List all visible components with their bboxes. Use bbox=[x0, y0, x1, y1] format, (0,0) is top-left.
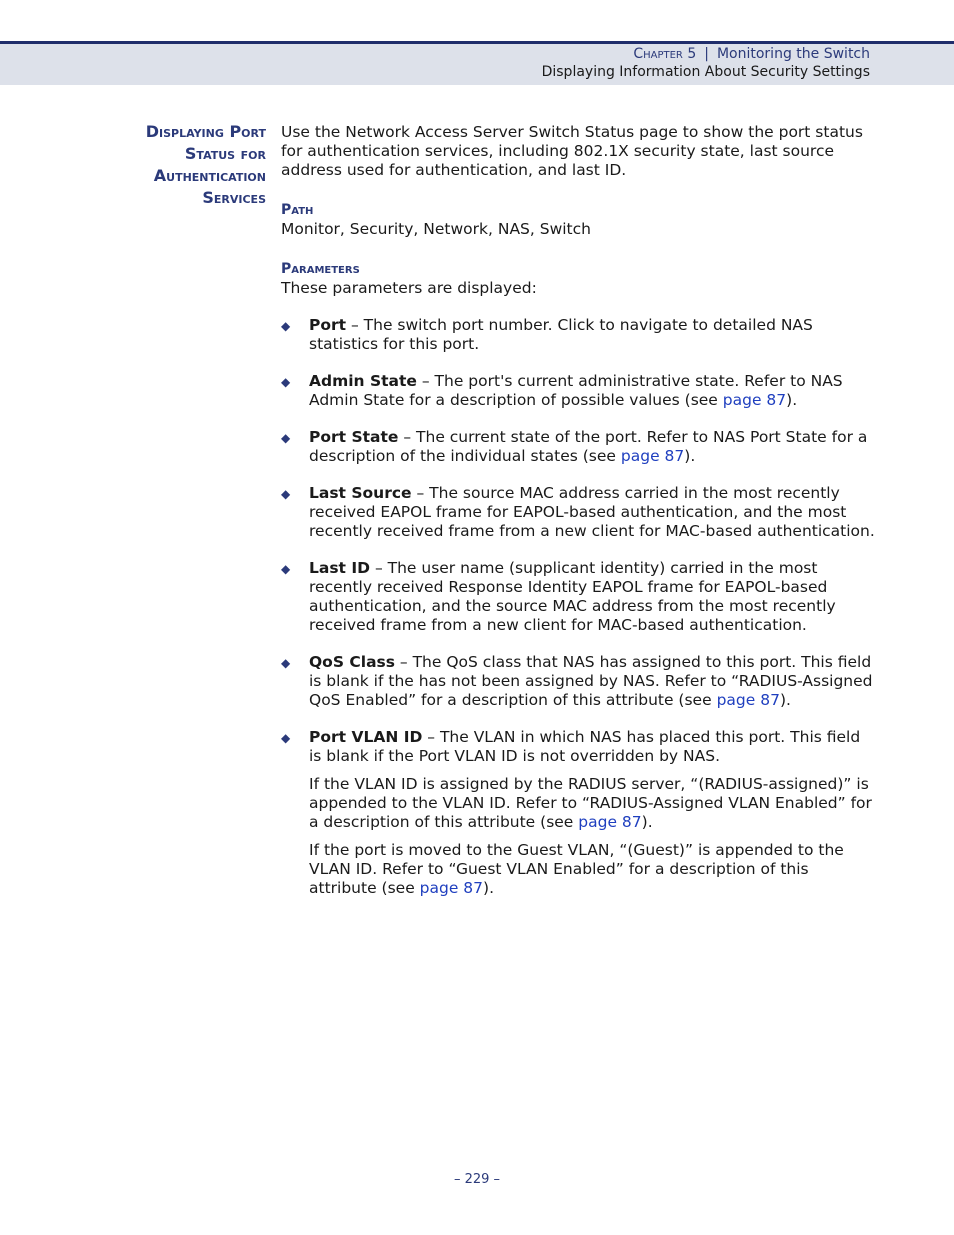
diamond-bullet-icon: ◆ bbox=[281, 319, 291, 333]
page-link[interactable]: page 87 bbox=[419, 879, 484, 897]
param-tail: ). bbox=[684, 447, 696, 465]
intro-paragraph: Use the Network Access Server Switch Status page to show the port status for authentication services, including 802.1X security state, last source address used for authentication, and last ID. bbox=[281, 123, 863, 179]
running-header-subtitle: Displaying Information About Security Settings bbox=[541, 64, 870, 80]
param-term: Last ID bbox=[309, 559, 371, 577]
header-separator: | bbox=[704, 46, 709, 62]
parameters-text: These parameters are displayed: bbox=[281, 279, 537, 297]
path-heading: Path bbox=[281, 202, 314, 218]
param-desc: – The VLAN in which NAS has placed this port. This field is blank if the Port VLAN ID is not overridden by NAS. bbox=[309, 728, 861, 765]
page-link[interactable]: page 87 bbox=[620, 447, 685, 465]
page-link[interactable]: page 87 bbox=[716, 691, 780, 709]
param-term: Last Source bbox=[309, 484, 412, 502]
list-item bbox=[281, 372, 876, 410]
list-item bbox=[281, 728, 876, 898]
param-desc: – The current state of the port. Refer to NAS Port State for a description of the individual states (see bbox=[309, 428, 868, 465]
section-title-line: Displaying Port bbox=[145, 122, 266, 141]
diamond-bullet-icon: ◆ bbox=[281, 487, 291, 501]
body-column bbox=[281, 123, 876, 916]
diamond-bullet-icon: ◆ bbox=[281, 656, 291, 670]
diamond-bullet-icon: ◆ bbox=[281, 431, 291, 445]
section-title-line: Authentication bbox=[153, 166, 266, 185]
diamond-bullet-icon: ◆ bbox=[281, 375, 291, 389]
page-link[interactable]: page 87 bbox=[578, 813, 642, 831]
vlan-note-tail: ). bbox=[641, 813, 653, 831]
running-header-chapter bbox=[633, 46, 870, 62]
param-desc: – The source MAC address carried in the most recently received EAPOL frame for EAPOL-based authentication, and the most recently received frame from a new client for MAC-based authentication. bbox=[309, 484, 875, 540]
param-term: Admin State bbox=[309, 372, 417, 390]
parameter-list bbox=[281, 316, 876, 898]
vlan-note bbox=[309, 775, 876, 832]
param-term: Port State bbox=[309, 428, 399, 446]
vlan-note-text: If the VLAN ID is assigned by the RADIUS server, “(RADIUS-assigned)” is appended to the VLAN ID. Refer to “RADIUS-Assigned VLAN Enabled” for a description of this attribute (see bbox=[309, 775, 872, 831]
vlan-note-text: If the port is moved to the Guest VLAN, “(Guest)” is appended to the VLAN ID. Refer to “Guest VLAN Enabled” for a description of this attribute (see bbox=[309, 841, 844, 897]
chapter-title: Monitoring the Switch bbox=[716, 46, 870, 62]
param-term: Port bbox=[309, 316, 347, 334]
vlan-note-tail: ). bbox=[483, 879, 495, 897]
section-title bbox=[66, 121, 266, 209]
param-desc: – The port's current administrative state. Refer to NAS Admin State for a description of possible values (see bbox=[309, 372, 843, 409]
page-number: – 229 – bbox=[453, 1172, 501, 1187]
param-term: Port VLAN ID bbox=[309, 728, 423, 746]
param-desc: – The user name (supplicant identity) carried in the most recently received Response Identity EAPOL frame for EAPOL-based authentication, and the source MAC address from the most recently received frame from a new client for MAC-based authentication. bbox=[309, 559, 836, 634]
diamond-bullet-icon: ◆ bbox=[281, 562, 291, 576]
param-desc: – The QoS class that NAS has assigned to this port. This field is blank if the has not been assigned by NAS. Refer to “RADIUS-Assigned QoS Enabled” for a description of this attribute (see bbox=[309, 653, 873, 709]
parameters-heading: Parameters bbox=[281, 261, 360, 277]
param-desc: – The switch port number. Click to navigate to detailed NAS statistics for this port. bbox=[309, 316, 813, 353]
vlan-note bbox=[309, 841, 876, 898]
param-tail: ). bbox=[786, 391, 798, 409]
chapter-label: Chapter 5 bbox=[633, 46, 697, 62]
list-item bbox=[281, 316, 876, 354]
path-text: Monitor, Security, Network, NAS, Switch bbox=[281, 220, 591, 238]
section-title-line: Status for bbox=[184, 144, 266, 163]
diamond-bullet-icon: ◆ bbox=[281, 731, 291, 745]
section-title-line: Services bbox=[202, 188, 266, 207]
param-term: QoS Class bbox=[309, 653, 395, 671]
param-tail: ). bbox=[779, 691, 791, 709]
list-item bbox=[281, 428, 876, 466]
list-item bbox=[281, 484, 876, 541]
page-link[interactable]: page 87 bbox=[722, 391, 787, 409]
list-item bbox=[281, 653, 876, 710]
list-item bbox=[281, 559, 876, 635]
